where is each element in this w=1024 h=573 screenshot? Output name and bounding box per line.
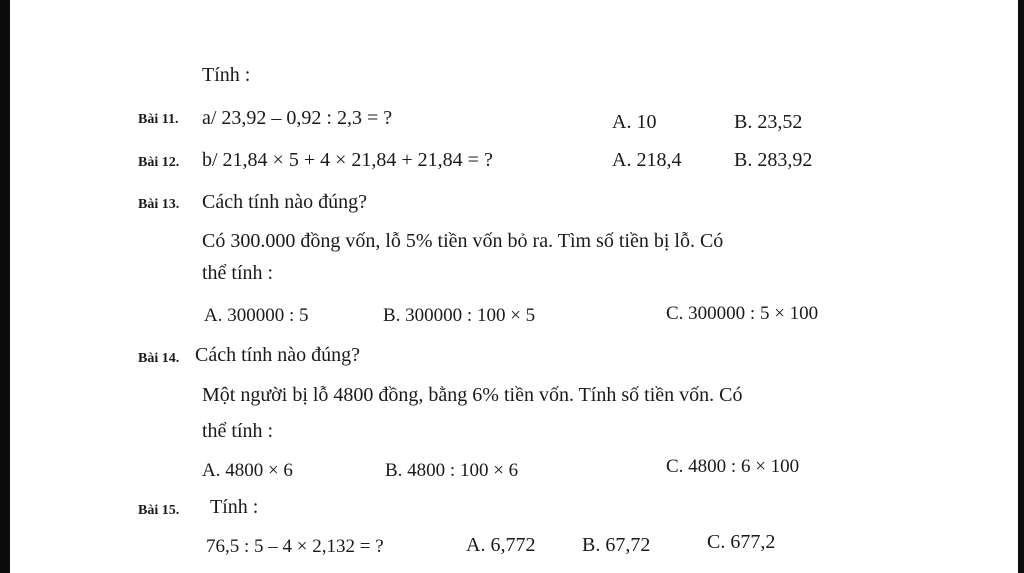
bai14-text-line2: thể tính :: [202, 420, 274, 442]
bai11-question: a/ 23,92 – 0,92 : 2,3 = ?: [202, 107, 393, 129]
bai11-option-a: A. 10: [612, 111, 657, 133]
bai15-option-b: B. 67,72: [582, 534, 651, 556]
bai13-text-line2: thể tính :: [202, 262, 274, 284]
bai15-question: 76,5 : 5 – 4 × 2,132 = ?: [206, 536, 384, 557]
bai12-label: Bài 12.: [138, 155, 180, 170]
bai13-text-line1: Có 300.000 đồng vốn, lỗ 5% tiền vốn bỏ ra. Tìm số tiền bị lỗ. Có: [202, 230, 724, 252]
bai15-option-c: C. 677,2: [707, 531, 776, 553]
bai13-option-b: B. 300000 : 100 × 5: [383, 305, 536, 326]
document-page: [10, 0, 1018, 573]
bai14-option-b: B. 4800 : 100 × 6: [385, 460, 519, 481]
bai14-option-a: A. 4800 × 6: [202, 460, 293, 481]
bai14-label: Bài 14.: [138, 351, 180, 366]
bai12-question: b/ 21,84 × 5 + 4 × 21,84 + 21,84 = ?: [202, 149, 493, 171]
bai13-option-a: A. 300000 : 5: [204, 305, 309, 326]
heading-tinh: Tính :: [202, 64, 251, 86]
bai12-option-b: B. 283,92: [734, 149, 813, 171]
bai11-option-b: B. 23,52: [734, 111, 803, 133]
bai14-text-line1: Một người bị lỗ 4800 đồng, bằng 6% tiền vốn. Tính số tiền vốn. Có: [202, 384, 743, 406]
bai13-option-c: C. 300000 : 5 × 100: [666, 303, 819, 324]
bai13-title: Cách tính nào đúng?: [202, 191, 367, 213]
bai14-option-c: C. 4800 : 6 × 100: [666, 456, 800, 477]
bai14-title: Cách tính nào đúng?: [195, 344, 360, 366]
bai15-title: Tính :: [210, 496, 259, 518]
bai15-label: Bài 15.: [138, 503, 180, 518]
bai11-label: Bài 11.: [138, 112, 179, 127]
bai12-option-a: A. 218,4: [612, 149, 682, 171]
bai15-option-a: A. 6,772: [466, 534, 536, 556]
bai13-label: Bài 13.: [138, 197, 180, 212]
